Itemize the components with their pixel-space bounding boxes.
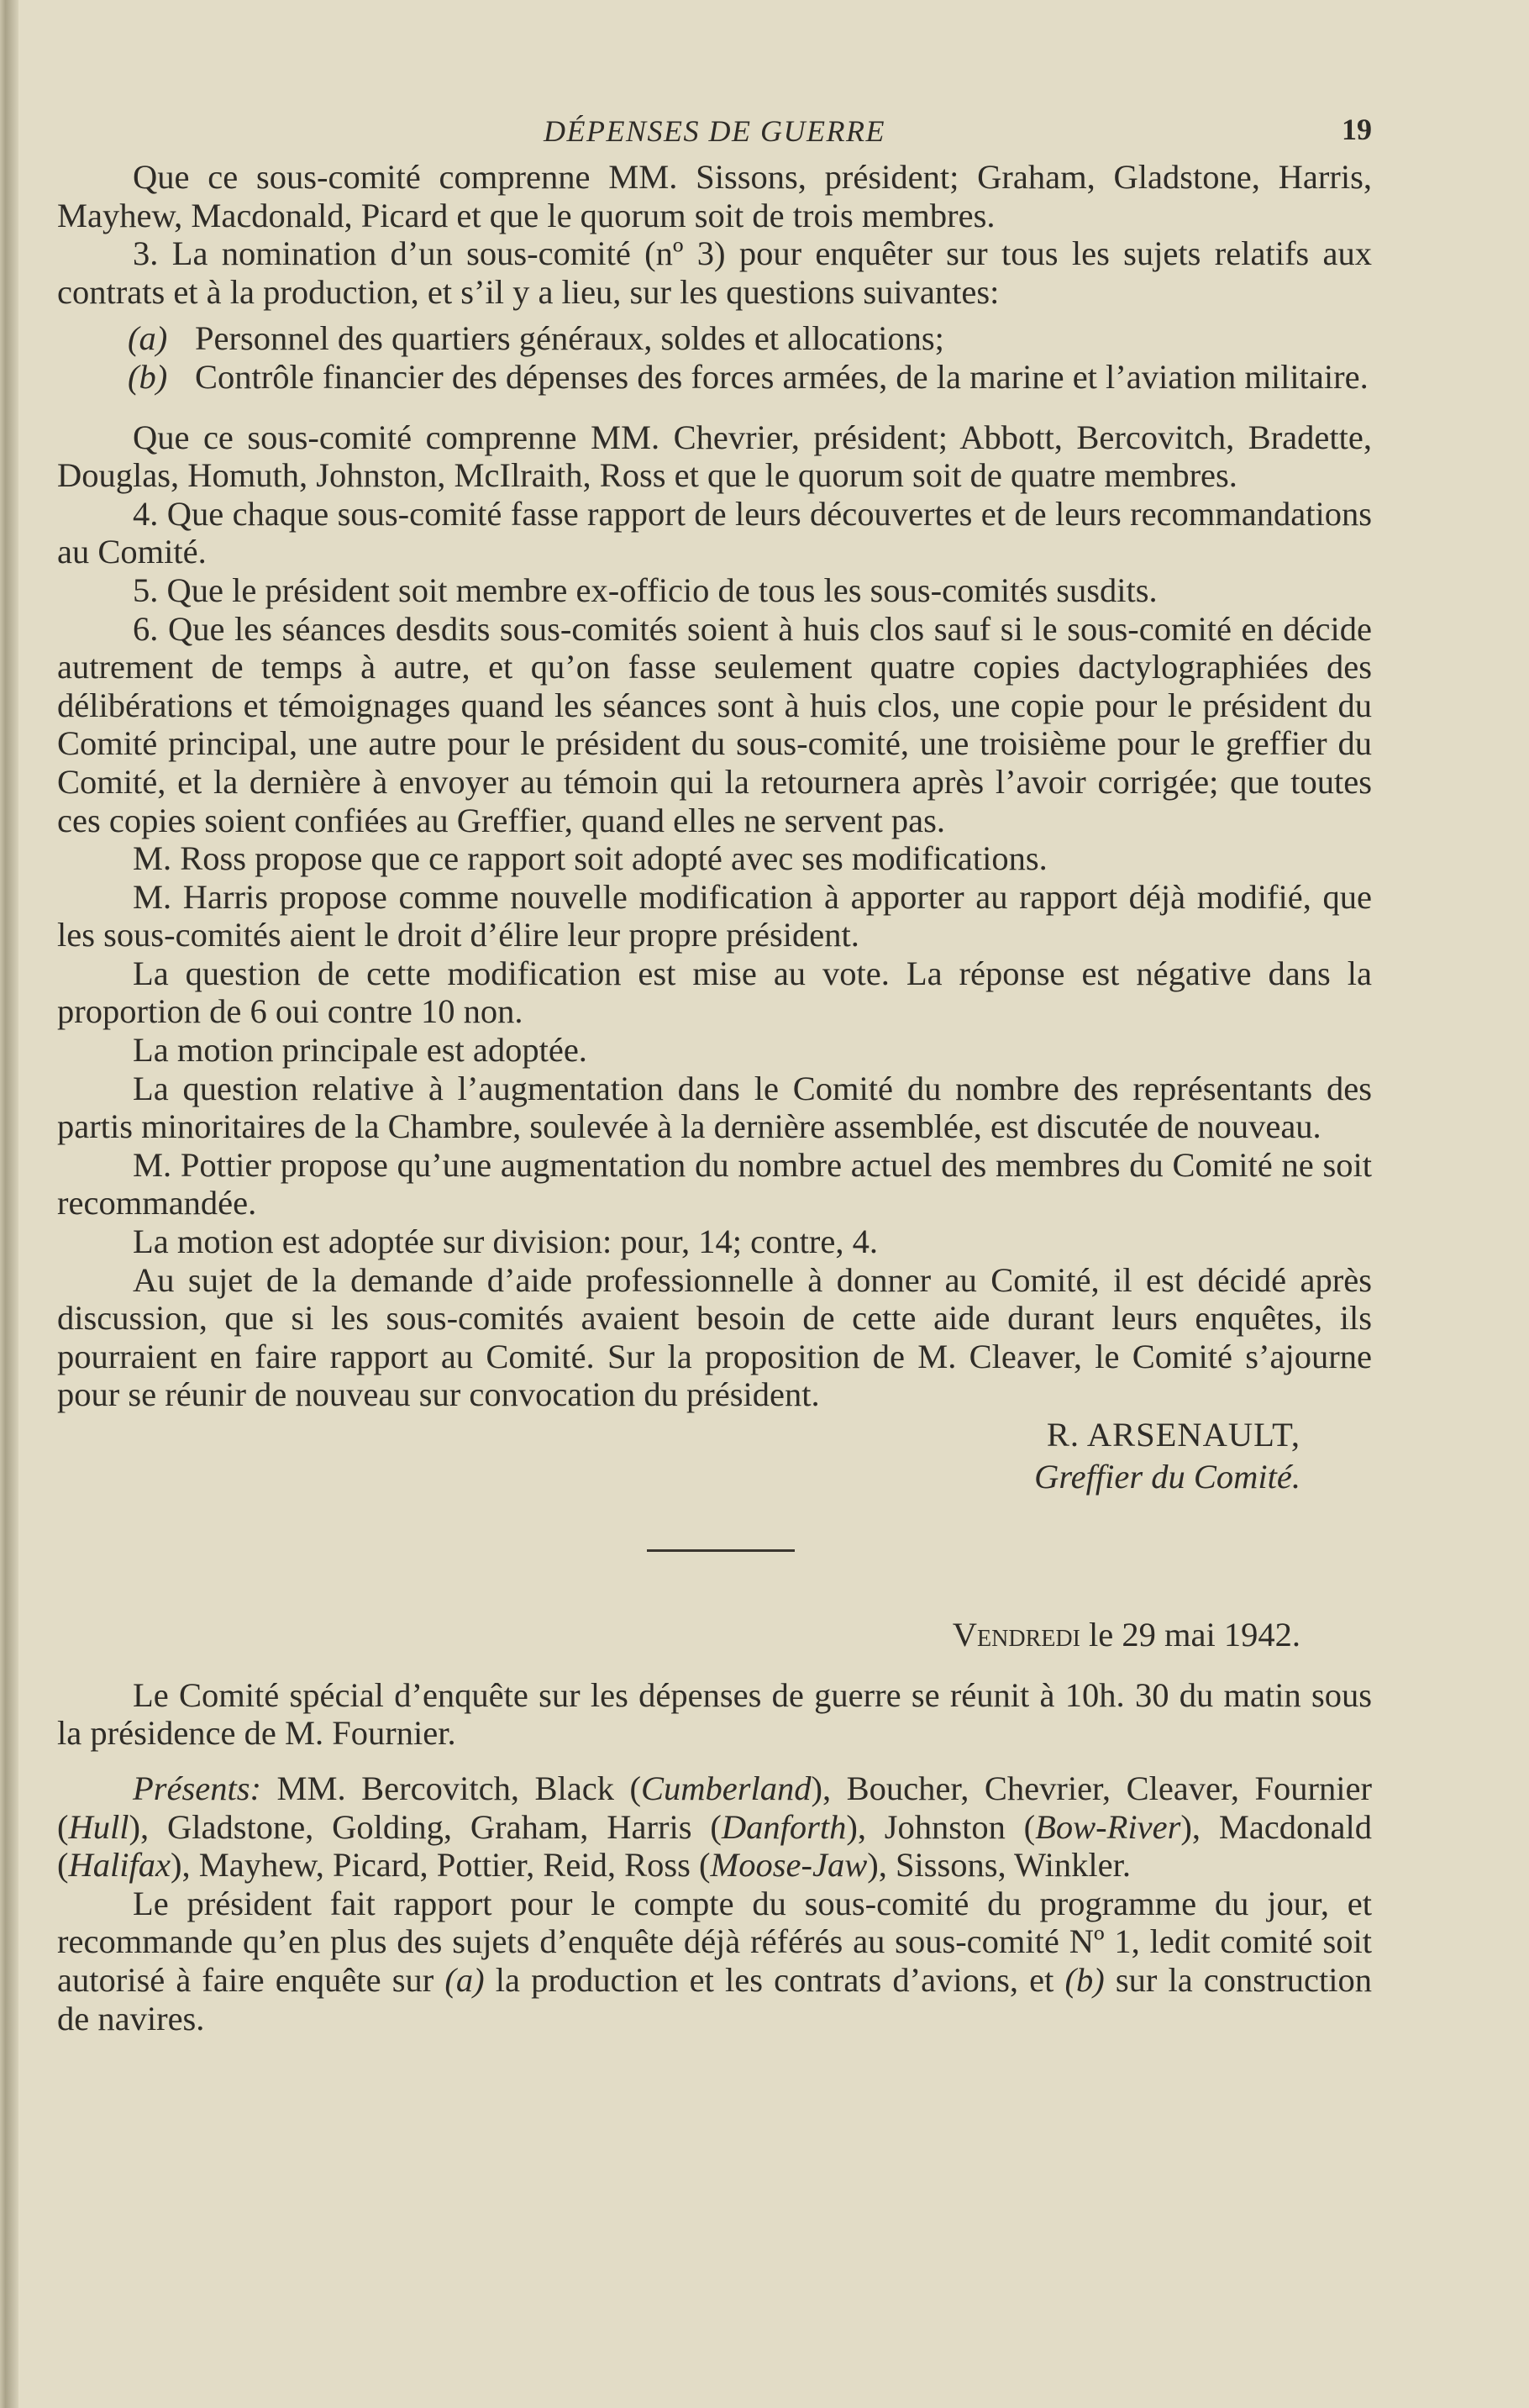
paragraph-item-6: 6. Que les séances desdits sous-comités soient à huis clos sauf si le sous-comité en décide autrement de temps à autre, et qu’on fasse seulement quatre copies dactylographiées des délibérations et témoignages quand les séances sont à huis clos, une copie pour le président du Comité principal, une autre pour le président du sous-comité, une troisième pour le greffier du Comité, et la dernière à envoyer au témoin qui la retournera après l’avoir corrigée; que toutes ces copies soient confiées au Greffier, quand elles ne servent pas.	[57, 609, 1372, 839]
paragraph-subcommittee-3-members: Que ce sous-comité comprenne MM. Chevrier, président; Abbott, Bercovitch, Bradette, Douglas, Homuth, Johnston, McIlraith, Ross et que le quorum soit de quatre membres.	[57, 418, 1372, 495]
list-item	[128, 319, 1372, 358]
paragraph-item-5: 5. Que le président soit membre ex-officio de tous les sous-comités susdits.	[133, 570, 1158, 609]
signature-block	[57, 1416, 1300, 1496]
paragraph-harris-motion: M. Harris propose comme nouvelle modification à apporter au rapport déjà modifié, que les sous-comités aient le droit d’élire leur propre président.	[57, 877, 1372, 954]
document-page	[57, 99, 1372, 2037]
meeting-date-text: le 29 mai 1942.	[1089, 1616, 1300, 1654]
paragraph-meeting-opening: Le Comité spécial d’enquête sur les dépenses de guerre se réunit à 10h. 30 du matin sous la présidence de M. Fournier.	[57, 1675, 1372, 1753]
report-text: Le président fait rapport pour le compte du sous-comité du programme du jour, et recommande qu’en plus des sujets d’enquête déjà référés au sous-comité Nº 1, ledit comité soit autorisé à faire enquête sur	[57, 1884, 1372, 1999]
paragraph-adjournment: Au sujet de la demande d’aide professionnelle à donner au Comité, il est décidé après discussion, que si les sous-comités avaient besoin de cette aide durant leurs enquêtes, ils pourraient en faire rapport au Comité. Sur la proposition de M. Cleaver, le Comité s’ajourne pour se réunir de nouveau sur convocation du président.	[57, 1260, 1372, 1414]
paragraph-president-report	[57, 1885, 1372, 2037]
paragraph-item-4: 4. Que chaque sous-comité fasse rapport de leurs découvertes et de leurs recommandations au Comité.	[57, 494, 1372, 571]
riding-name: Hull	[68, 1807, 129, 1846]
present-label: Présents:	[133, 1769, 261, 1807]
list-item	[128, 358, 1372, 397]
riding-name: Moose-Jaw	[710, 1846, 868, 1885]
section-divider	[647, 1549, 795, 1552]
list-item-label: (a)	[128, 319, 168, 358]
paragraph-main-motion: La motion principale est adoptée.	[133, 1031, 587, 1070]
riding-name: Bow-River	[1035, 1807, 1181, 1846]
meeting-date	[57, 1616, 1300, 1654]
page-binding-edge	[0, 0, 18, 2408]
paragraph-item-3: 3. La nomination d’un sous-comité (nº 3) pour enquêter sur tous les sujets relatifs aux contrats et à la production, et s’il y a lieu, sur les questions suivantes:	[57, 234, 1372, 311]
running-header	[57, 99, 1372, 158]
paragraph-pottier-motion: M. Pottier propose qu’une augmentation du nombre actuel des membres du Comité ne soit recommandée.	[57, 1145, 1372, 1222]
paragraph-minority-question: La question relative à l’augmentation dans le Comité du nombre des représentants des partis minoritaires de la Chambre, soulevée à la dernière assemblée, est discutée de nouveau.	[57, 1069, 1372, 1146]
paragraph-division-result: La motion est adoptée sur division: pour, 14; contre, 4.	[133, 1222, 878, 1261]
signature-name: R. ARSENAULT,	[1046, 1416, 1300, 1454]
attendee-text: ), Boucher, Chevrier, Cleaver, Fournier (	[57, 1769, 1372, 1846]
paragraph-ross-motion: M. Ross propose que ce rapport soit adopté avec ses modifications.	[133, 839, 1048, 878]
page-number: 19	[1342, 113, 1372, 146]
paragraph-vote-result: La question de cette modification est mise au vote. La réponse est négative dans la proportion de 6 oui contre 10 non.	[57, 954, 1372, 1031]
riding-name: Cumberland	[640, 1769, 812, 1807]
attendee-text: ), Mayhew, Picard, Pottier, Reid, Ross (	[170, 1846, 711, 1885]
topic-list	[128, 319, 1372, 396]
signature-role: Greffier du Comité.	[1034, 1457, 1300, 1496]
report-label-a: (a)	[444, 1960, 485, 1999]
riding-name: Danforth	[721, 1807, 847, 1846]
paragraph-subcommittee-2-members: Que ce sous-comité comprenne MM. Sissons, président; Graham, Gladstone, Harris, Mayhew, Macdonald, Picard et que le quorum soit de trois membres.	[57, 158, 1372, 234]
running-title: DÉPENSES DE GUERRE	[544, 114, 885, 148]
attendee-text: ), Sissons, Winkler.	[867, 1846, 1132, 1885]
report-label-b: (b)	[1064, 1960, 1105, 1999]
report-text: la production et les contrats d’avions, et	[484, 1960, 1065, 1999]
list-item-text: Contrôle financier des dépenses des forces armées, de la marine et l’aviation militaire.	[195, 357, 1369, 396]
list-item-label: (b)	[128, 357, 168, 396]
attendee-text: ), Macdonald (	[57, 1807, 1373, 1885]
paragraph-attendees	[57, 1769, 1372, 1885]
report-text: sur la construction de navires.	[57, 1960, 1372, 2037]
attendee-text: ), Johnston (	[846, 1807, 1036, 1846]
meeting-day: Vendredi	[952, 1616, 1080, 1654]
list-item-text: Personnel des quartiers généraux, soldes et allocations;	[195, 319, 944, 358]
attendee-text: MM. Bercovitch, Black (	[276, 1769, 641, 1807]
attendee-text: ), Gladstone, Golding, Graham, Harris (	[129, 1807, 722, 1846]
riding-name: Halifax	[68, 1846, 171, 1885]
